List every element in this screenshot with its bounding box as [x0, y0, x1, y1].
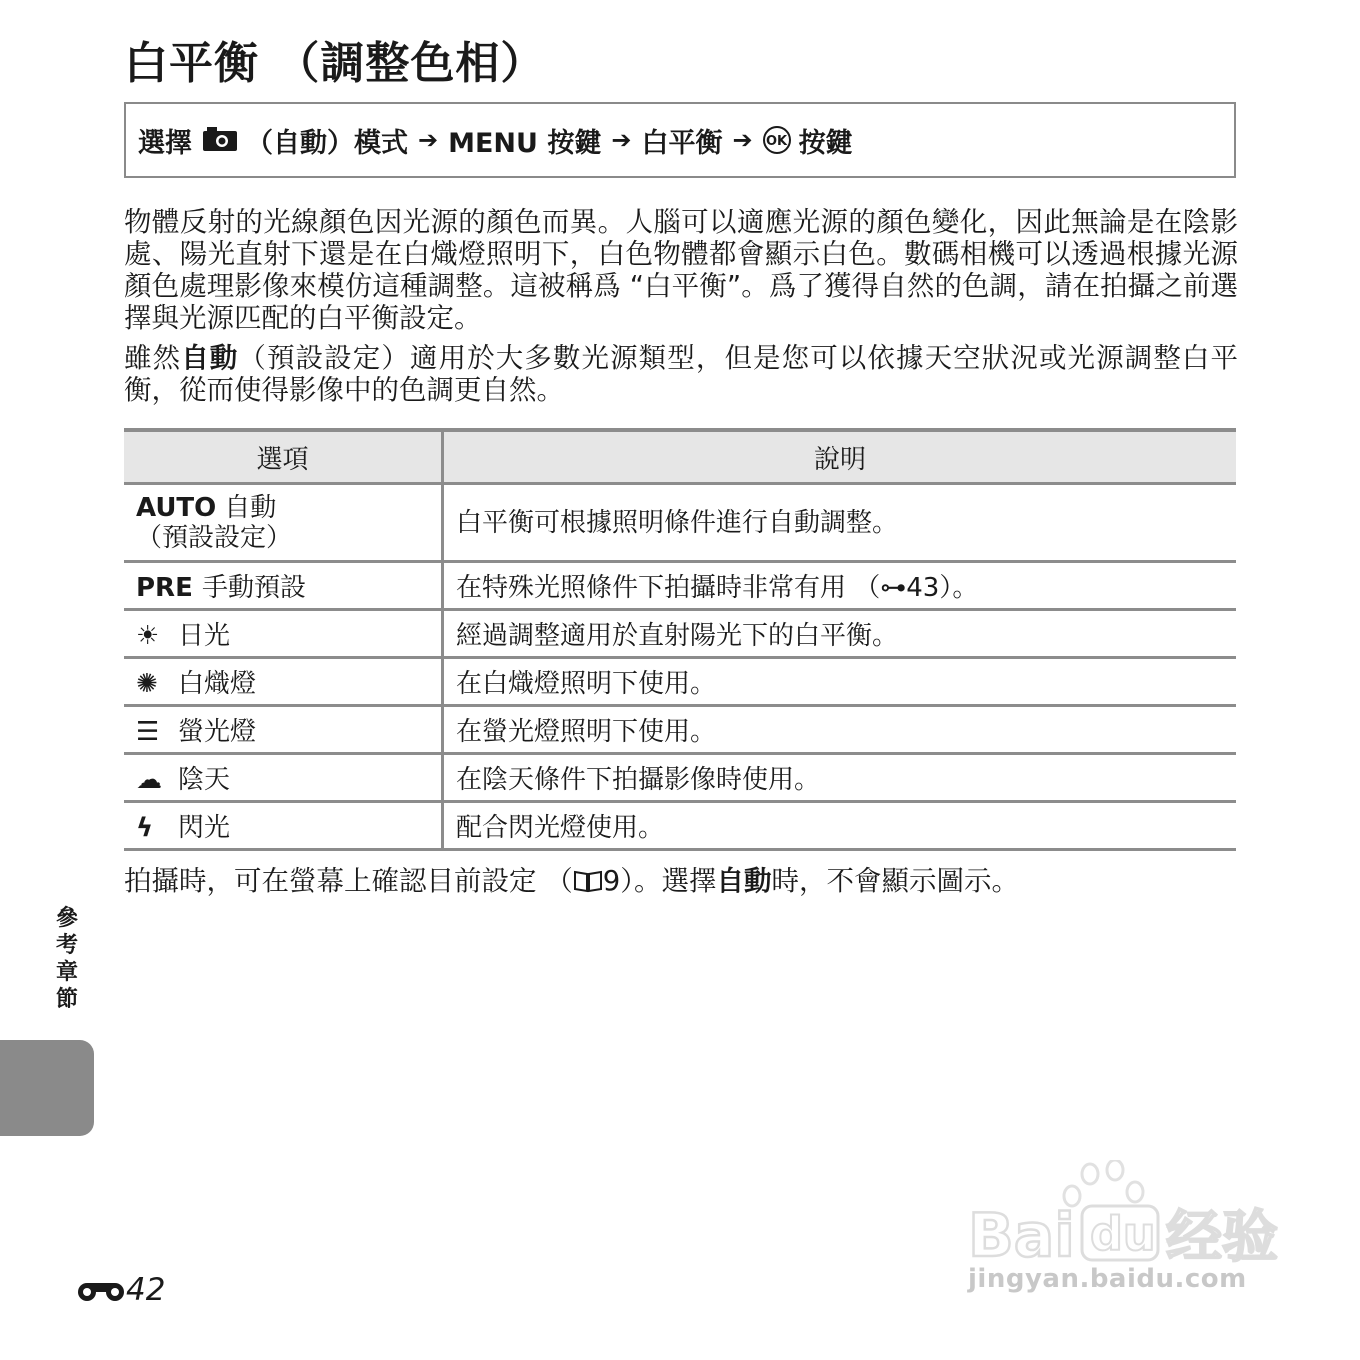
chapter-tab [0, 1040, 94, 1136]
incandescent-icon: ✺ [136, 669, 158, 699]
option-label: 手動預設 [202, 573, 307, 603]
option-sub-label: （預設設定） [136, 522, 293, 553]
arrow-right-icon: ➔ [732, 126, 753, 154]
menu-path-white-balance: 白平衡 [641, 127, 723, 159]
fluorescent-icon: ☰ [136, 717, 160, 747]
option-label: 閃光 [178, 813, 231, 843]
pre-icon: PRE [136, 573, 193, 603]
note-after: 時，不會顯示圖示。 [771, 865, 1019, 897]
baidu-logo-text: Bai [968, 1201, 1075, 1270]
option-label: 陰天 [178, 765, 231, 795]
menu-path-select: 選擇 [138, 127, 192, 159]
intro-p2-before: 雖然 [124, 342, 182, 374]
option-cell [124, 562, 443, 610]
table-header-row [124, 430, 1236, 484]
page-title: 白平衡 （調整色相） [124, 38, 546, 89]
table-row [124, 754, 1236, 802]
option-cell [124, 484, 443, 562]
table-row [124, 562, 1236, 610]
option-cell [124, 802, 443, 850]
baidu-paw-icon [960, 1160, 1290, 1270]
header-description: 說明 [443, 430, 1237, 484]
after-table-note [124, 858, 1019, 898]
daylight-icon: ☀ [136, 621, 160, 651]
description-cell: 在螢光燈照明下使用。 [443, 706, 1237, 754]
table-row [124, 610, 1236, 658]
menu-path-menu-button: MENU 按鍵 [448, 127, 602, 159]
note-ref: 9）。選擇 [602, 865, 717, 897]
description-cell: 在特殊光照條件下拍攝時非常有用 （⊶43）。 [443, 562, 1237, 610]
ok-button-icon: OK [763, 126, 791, 154]
white-balance-options-table [124, 428, 1236, 851]
option-cell [124, 706, 443, 754]
menu-path-auto-mode: （自動）模式 [246, 127, 408, 159]
svg-text:du: du [1090, 1207, 1156, 1261]
option-label: 白熾燈 [178, 669, 257, 699]
cloudy-icon: ☁ [136, 765, 162, 795]
arrow-right-icon: ➔ [611, 126, 632, 154]
camera-icon [202, 126, 238, 152]
menu-path-ok-button: 按鍵 [798, 127, 853, 159]
intro-paragraph-1: 物體反射的光線顏色因光源的顏色而異。人腦可以適應光源的顏色變化，因此無論是在陰影處、陽光直射下還是在白熾燈照明下，白色物體都會顯示白色。數碼相機可以透過根據光源顏色處理影像來模仿這種調整。這被稱爲 “白平衡”。爲了獲得自然的色調，請在拍攝之前選擇與光源匹配的白平衡設定。 [124, 206, 1238, 334]
header-option: 選項 [124, 430, 443, 484]
table-row [124, 802, 1236, 850]
menu-path-box [124, 102, 1236, 178]
option-label: 螢光燈 [178, 717, 257, 747]
intro-p2-after: （預設設定）適用於大多數光源類型，但是您可以依據天空狀況或光源調整白平衡，從而使得影像中的色調更自然。 [124, 342, 1239, 406]
intro-paragraph-2 [124, 342, 1238, 406]
description-cell: 在陰天條件下拍攝影像時使用。 [443, 754, 1237, 802]
svg-text:经验: 经验 [1166, 1205, 1278, 1270]
intro-text [124, 206, 1238, 414]
note-before: 拍攝時，可在螢幕上確認目前設定 （ [124, 865, 573, 897]
watermark-url: jingyan.baidu.com [968, 1264, 1247, 1294]
option-cell [124, 658, 443, 706]
page-number [76, 1272, 165, 1308]
description-cell: 白平衡可根據照明條件進行自動調整。 [443, 484, 1237, 562]
option-label: 日光 [178, 621, 231, 651]
table-row [124, 484, 1236, 562]
book-reference-icon [573, 869, 603, 893]
auto-icon: AUTO [136, 492, 217, 523]
description-cell: 在白熾燈照明下使用。 [443, 658, 1237, 706]
option-cell [124, 754, 443, 802]
table-row [124, 658, 1236, 706]
table-row [124, 706, 1236, 754]
arrow-right-icon: ➔ [418, 126, 439, 154]
flash-icon: ϟ [136, 813, 154, 843]
description-cell: 配合閃光燈使用。 [443, 802, 1237, 850]
note-bold: 自動 [716, 865, 772, 897]
page-number-text: 42 [126, 1272, 166, 1308]
side-chapter-label: 參考章節 [55, 906, 78, 1012]
description-cell: 經過調整適用於直射陽光下的白平衡。 [443, 610, 1237, 658]
option-label: 自動 [224, 492, 277, 523]
option-cell [124, 610, 443, 658]
reference-section-icon [76, 1276, 126, 1304]
intro-p2-bold: 自動 [181, 342, 239, 374]
